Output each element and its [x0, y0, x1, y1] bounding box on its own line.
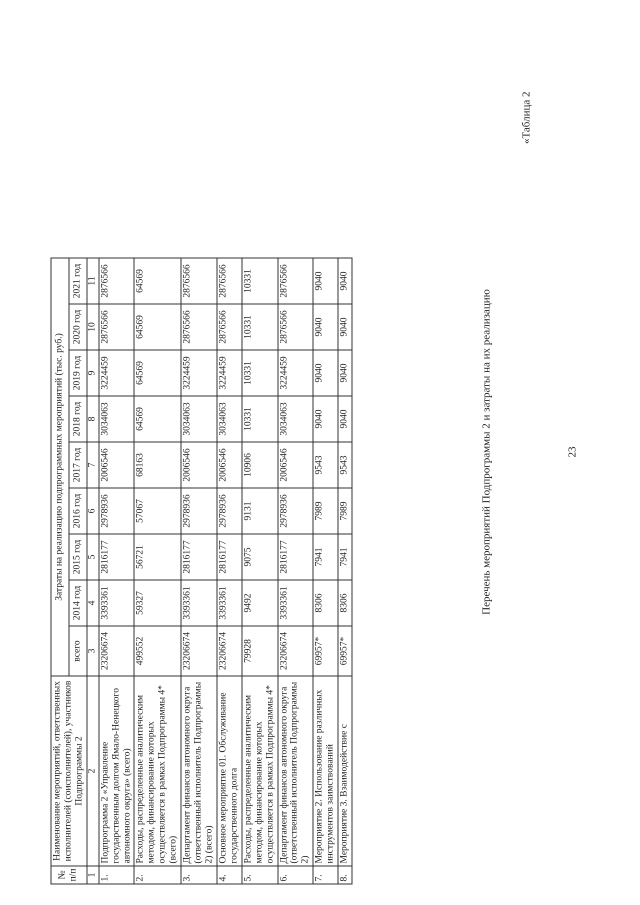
row-value: 10331 — [242, 350, 278, 396]
row-name: Департамент финансов автономного округа (ответственный исполнитель Подпрограммы 2) — [278, 676, 314, 866]
column-index: 7 — [87, 442, 99, 488]
row-value: 3224459 — [217, 350, 242, 396]
row-total: 23206674 — [217, 626, 242, 676]
table-caption: «Таблица 2 — [520, 91, 533, 145]
row-value: 56721 — [134, 534, 181, 580]
row-value: 9543 — [338, 442, 352, 488]
row-name: Мероприятие 3. Взаимодействие с — [338, 676, 352, 866]
row-value: 2876566 — [181, 258, 217, 304]
row-value: 9040 — [338, 350, 352, 396]
row-number: 2. — [134, 866, 181, 884]
row-value: 3393361 — [278, 580, 314, 626]
row-value: 3393361 — [181, 580, 217, 626]
column-index-row — [87, 258, 99, 884]
row-value: 9040 — [313, 258, 338, 304]
row-value: 10906 — [242, 442, 278, 488]
row-value: 64569 — [134, 304, 181, 350]
header-year: 2015 год — [69, 534, 87, 580]
row-value: 2876566 — [217, 258, 242, 304]
table-row — [338, 258, 352, 884]
row-value: 2876566 — [217, 304, 242, 350]
header-name: Наименование мероприятий, ответственных исполнителей (соисполнителей), участников Подпрограммы 2 — [51, 676, 87, 866]
row-total: 79928 — [242, 626, 278, 676]
row-name: Расходы, распределенные аналитическим методом, финансирование которых осуществляется в рамках Подпрограммы 4* (всего) — [134, 676, 181, 866]
row-value: 2978936 — [99, 488, 135, 534]
row-value: 2816177 — [217, 534, 242, 580]
row-value: 2978936 — [181, 488, 217, 534]
row-value: 3034063 — [217, 396, 242, 442]
header-year: 2016 год — [69, 488, 87, 534]
row-value: 2816177 — [278, 534, 314, 580]
column-index: 6 — [87, 488, 99, 534]
row-value: 2876566 — [278, 258, 314, 304]
column-index: 11 — [87, 258, 99, 304]
row-total: 499552 — [134, 626, 181, 676]
table-row — [134, 258, 181, 884]
header-total: всего — [69, 626, 87, 676]
row-value: 7989 — [338, 488, 352, 534]
row-value: 8306 — [313, 580, 338, 626]
column-index: 4 — [87, 580, 99, 626]
row-value: 9040 — [313, 396, 338, 442]
column-index: 8 — [87, 396, 99, 442]
row-value: 3034063 — [99, 396, 135, 442]
row-value: 2876566 — [99, 258, 135, 304]
row-value: 9543 — [313, 442, 338, 488]
row-value: 10331 — [242, 304, 278, 350]
header-year: 2020 год — [69, 304, 87, 350]
row-value: 9040 — [338, 396, 352, 442]
row-value: 3393361 — [217, 580, 242, 626]
row-value: 68163 — [134, 442, 181, 488]
row-number: 1. — [99, 866, 135, 884]
row-total: 23206674 — [278, 626, 314, 676]
row-value: 9040 — [313, 304, 338, 350]
table-row — [181, 258, 217, 884]
rotated-page — [1, 0, 640, 905]
table-row — [313, 258, 338, 884]
row-value: 64569 — [134, 396, 181, 442]
row-value: 3224459 — [99, 350, 135, 396]
row-number: 6. — [278, 866, 314, 884]
header-year: 2018 год — [69, 396, 87, 442]
row-value: 2978936 — [217, 488, 242, 534]
header-year: 2017 год — [69, 442, 87, 488]
column-index: 1 — [87, 866, 99, 884]
column-index: 2 — [87, 676, 99, 866]
column-index: 3 — [87, 626, 99, 676]
row-value: 3034063 — [181, 396, 217, 442]
row-value: 9131 — [242, 488, 278, 534]
row-value: 2876566 — [181, 304, 217, 350]
row-name: Расходы, распределенные аналитическим методом, финансирование которых осуществляется в рамках Подпрограммы 4* — [242, 676, 278, 866]
row-value: 10331 — [242, 258, 278, 304]
row-value: 2876566 — [99, 304, 135, 350]
row-value: 9492 — [242, 580, 278, 626]
header-costs: Затраты на реализацию подпрограммных мероприятий (тыс. руб.) — [51, 258, 69, 676]
row-value: 3224459 — [181, 350, 217, 396]
row-number: 5. — [242, 866, 278, 884]
row-value: 64569 — [134, 258, 181, 304]
row-value: 9075 — [242, 534, 278, 580]
row-value: 59327 — [134, 580, 181, 626]
row-number: 7. — [313, 866, 338, 884]
table-row — [278, 258, 314, 884]
row-total: 69957* — [338, 626, 352, 676]
row-value: 7941 — [313, 534, 338, 580]
row-value: 3034063 — [278, 396, 314, 442]
row-value: 9040 — [338, 258, 352, 304]
row-name: Мероприятие 2. Использование различных инструментов заимствований — [313, 676, 338, 866]
row-value: 9040 — [338, 304, 352, 350]
row-value: 2006546 — [99, 442, 135, 488]
row-name: Подпрограмма 2 «Управление государственным долгом Ямало-Ненецкого автономного округа» (всего) — [99, 676, 135, 866]
header-year: 2019 год — [69, 350, 87, 396]
column-index: 9 — [87, 350, 99, 396]
row-total: 69957* — [313, 626, 338, 676]
row-total: 23206674 — [181, 626, 217, 676]
row-name: Департамент финансов автономного округа (ответственный исполнитель Подпрограммы 2) (всего) — [181, 676, 217, 866]
costs-table — [51, 258, 353, 885]
row-number: 4. — [217, 866, 242, 884]
row-value: 3393361 — [99, 580, 135, 626]
column-index: 5 — [87, 534, 99, 580]
row-value: 2006546 — [217, 442, 242, 488]
row-number: 3. — [181, 866, 217, 884]
row-value: 10331 — [242, 396, 278, 442]
row-value: 2006546 — [278, 442, 314, 488]
table-row — [242, 258, 278, 884]
row-number: 8. — [338, 866, 352, 884]
row-value: 7989 — [313, 488, 338, 534]
row-value: 64569 — [134, 350, 181, 396]
table-row — [99, 258, 135, 884]
header-year: 2014 год — [69, 580, 87, 626]
header-year: 2021 год — [69, 258, 87, 304]
row-value: 8306 — [338, 580, 352, 626]
row-value: 2876566 — [278, 304, 314, 350]
row-value: 7941 — [338, 534, 352, 580]
row-total: 23206674 — [99, 626, 135, 676]
row-value: 2006546 — [181, 442, 217, 488]
page-number: 23 — [566, 446, 579, 458]
row-value: 2816177 — [99, 534, 135, 580]
header-num: № п/п — [51, 866, 87, 884]
row-value: 2816177 — [181, 534, 217, 580]
row-value: 57067 — [134, 488, 181, 534]
column-index: 10 — [87, 304, 99, 350]
table-title: Перечень мероприятий Подпрограммы 2 и затраты на их реализацию — [480, 289, 493, 615]
row-name: Основное мероприятие 01. Обслуживание государственного долга — [217, 676, 242, 866]
row-value: 3224459 — [278, 350, 314, 396]
table-row — [217, 258, 242, 884]
row-value: 2978936 — [278, 488, 314, 534]
row-value: 9040 — [313, 350, 338, 396]
